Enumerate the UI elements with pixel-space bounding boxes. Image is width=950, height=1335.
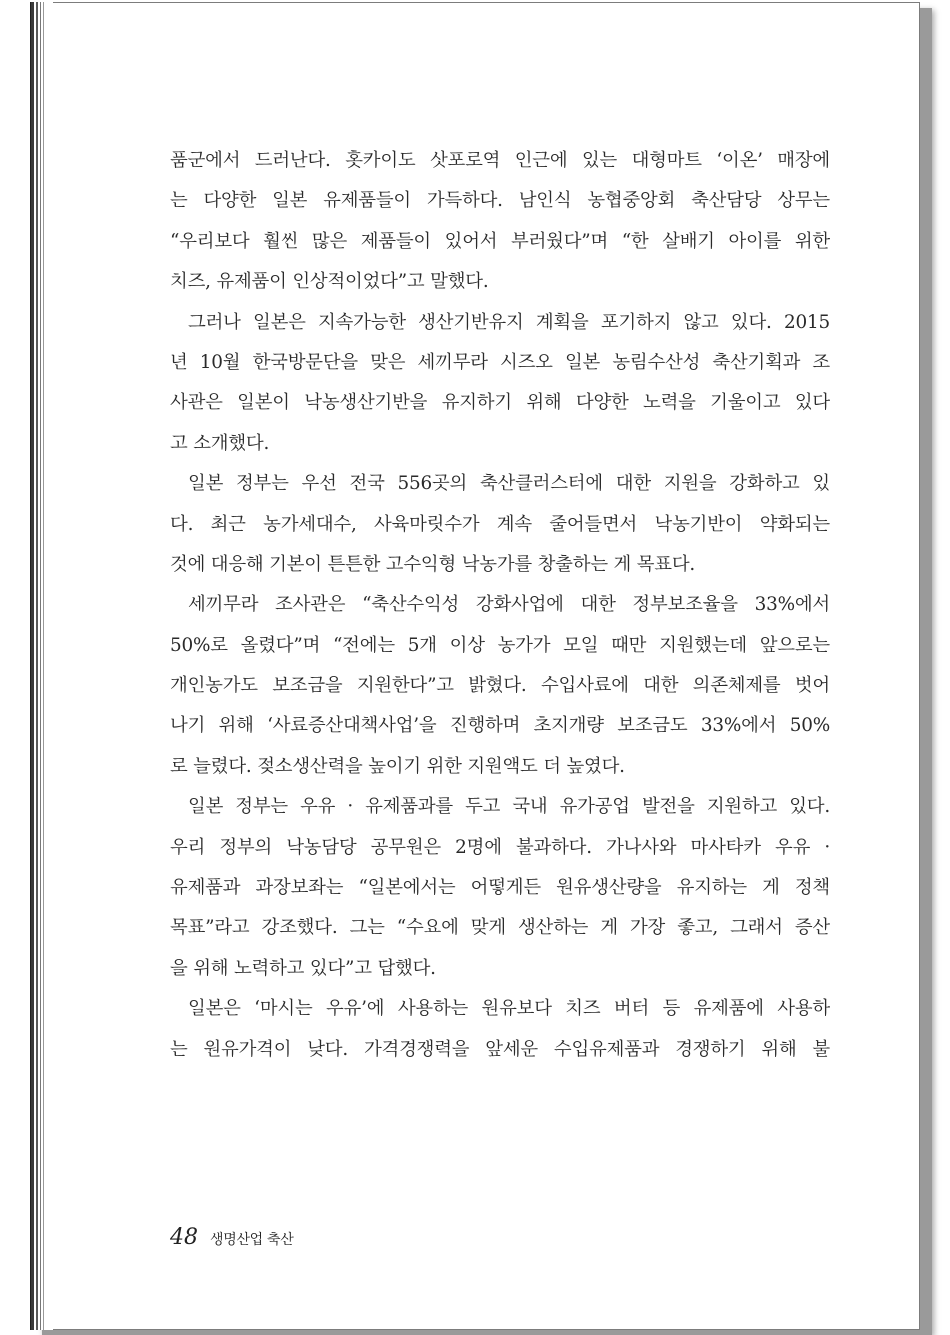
text-line: “우리보다 훨씬 많은 제품들이 있어서 부러웠다”며 “한 살배기 아이를 위한 — [170, 230, 830, 252]
text-line: 을 위해 노력하고 있다”고 답했다. — [170, 957, 436, 979]
text-line: 것에 대응해 기본이 튼튼한 고수익형 낙농가를 창출하는 게 목표다. — [170, 553, 696, 575]
text-line: 우리 정부의 낙농담당 공무원은 2명에 불과하다. 가나사와 마사타카 우유 · — [170, 836, 830, 858]
text-line: 로 늘렸다. 젖소생산력을 높이기 위한 지원액도 더 높였다. — [170, 755, 625, 777]
text-line: 목표”라고 강조했다. 그는 “수요에 맞게 생산하는 게 가장 좋고, 그래서 증산 — [170, 917, 830, 939]
page-footer — [170, 1225, 294, 1250]
text-line: 나기 위해 ‘사료증산대책사업’을 진행하며 초지개량 보조금도 33%에서 50% — [170, 715, 830, 737]
text-line: 세끼무라 조사관은 “축산수익성 강화사업에 대한 정부보조율을 33%에서 — [188, 594, 830, 616]
paragraph — [170, 464, 830, 585]
text-line: 는 다양한 일본 유제품들이 가득하다. 남인식 농협중앙회 축산담당 상무는 — [170, 190, 830, 212]
paragraph — [170, 585, 830, 787]
book-page — [52, 3, 917, 1327]
paragraph — [170, 787, 830, 989]
text-line: 고 소개했다. — [170, 432, 270, 454]
text-line: 유제품과 과장보좌는 “일본에서는 어떻게든 원유생산량을 유지하는 게 정책 — [170, 877, 830, 899]
text-line: 일본 정부는 우유 · 유제품과를 두고 국내 유가공업 발전을 지원하고 있다. — [188, 796, 830, 818]
text-line: 품군에서 드러난다. 홋카이도 삿포로역 인근에 있는 대형마트 ‘이온’ 매장에 — [170, 150, 830, 171]
text-line: 사관은 일본이 낙농생산기반을 유지하기 위해 다양한 노력을 기울이고 있다 — [170, 392, 830, 414]
paragraph — [170, 141, 830, 303]
page-number: 48 — [170, 1225, 198, 1250]
paragraph — [170, 303, 830, 465]
text-line: 개인농가도 보조금을 지원한다”고 밝혔다. 수입사료에 대한 의존체제를 벗어 — [170, 675, 830, 697]
text-line: 일본은 ‘마시는 우유’에 사용하는 원유보다 치즈 버터 등 유제품에 사용하 — [188, 998, 830, 1020]
text-line: 일본 정부는 우선 전국 556곳의 축산클러스터에 대한 지원을 강화하고 있 — [188, 473, 830, 495]
text-line: 치즈, 유제품이 인상적이었다”고 말했다. — [170, 271, 489, 293]
body-text — [170, 141, 830, 1070]
text-line: 는 원유가격이 낮다. 가격경쟁력을 앞세운 수입유제품과 경쟁하기 위해 불 — [170, 1038, 830, 1060]
book-spine-edge — [30, 2, 53, 1330]
text-line: 년 10월 한국방문단을 맞은 세끼무라 시즈오 일본 농림수산성 축산기획과 조 — [170, 351, 830, 373]
running-title: 생명산업 축산 — [210, 1232, 294, 1248]
text-line: 50%로 올렸다”며 “전에는 5개 이상 농가가 모일 때만 지원했는데 앞으로는 — [170, 634, 830, 656]
text-line: 그러나 일본은 지속가능한 생산기반유지 계획을 포기하지 않고 있다. 2015 — [188, 311, 830, 333]
paragraph — [170, 989, 830, 1070]
text-line: 다. 최근 농가세대수, 사육마릿수가 계속 줄어들면서 낙농기반이 약화되는 — [170, 513, 830, 535]
